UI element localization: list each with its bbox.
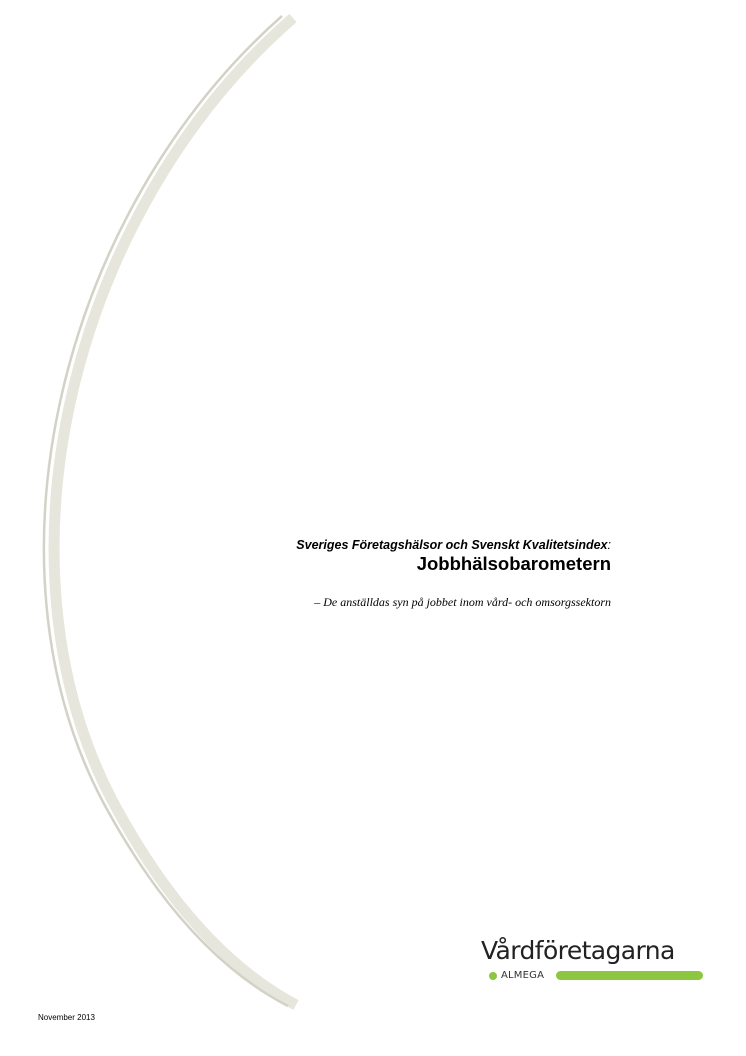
logo-wordmark: Vårdföretagarna bbox=[481, 936, 675, 965]
publication-date: November 2013 bbox=[38, 1013, 95, 1022]
series-heading bbox=[180, 537, 611, 553]
cover-title-block bbox=[180, 537, 611, 610]
arc-band bbox=[54, 18, 296, 1005]
series-heading-text: Sveriges Företagshälsor och Svenskt Kvalitetsindex bbox=[296, 538, 608, 552]
logo-almega-text: ALMEGA bbox=[501, 970, 545, 981]
logo-stripe bbox=[556, 971, 703, 980]
logo-dot-icon bbox=[489, 972, 497, 980]
series-heading-colon: : bbox=[607, 538, 611, 552]
vardforetagarna-logo bbox=[481, 936, 703, 986]
document-title: Jobbhälsobarometern bbox=[416, 553, 611, 574]
document-tagline: – De anställdas syn på jobbet inom vård- och omsorgssektorn bbox=[314, 595, 611, 609]
logo-almega-bar bbox=[481, 970, 703, 982]
